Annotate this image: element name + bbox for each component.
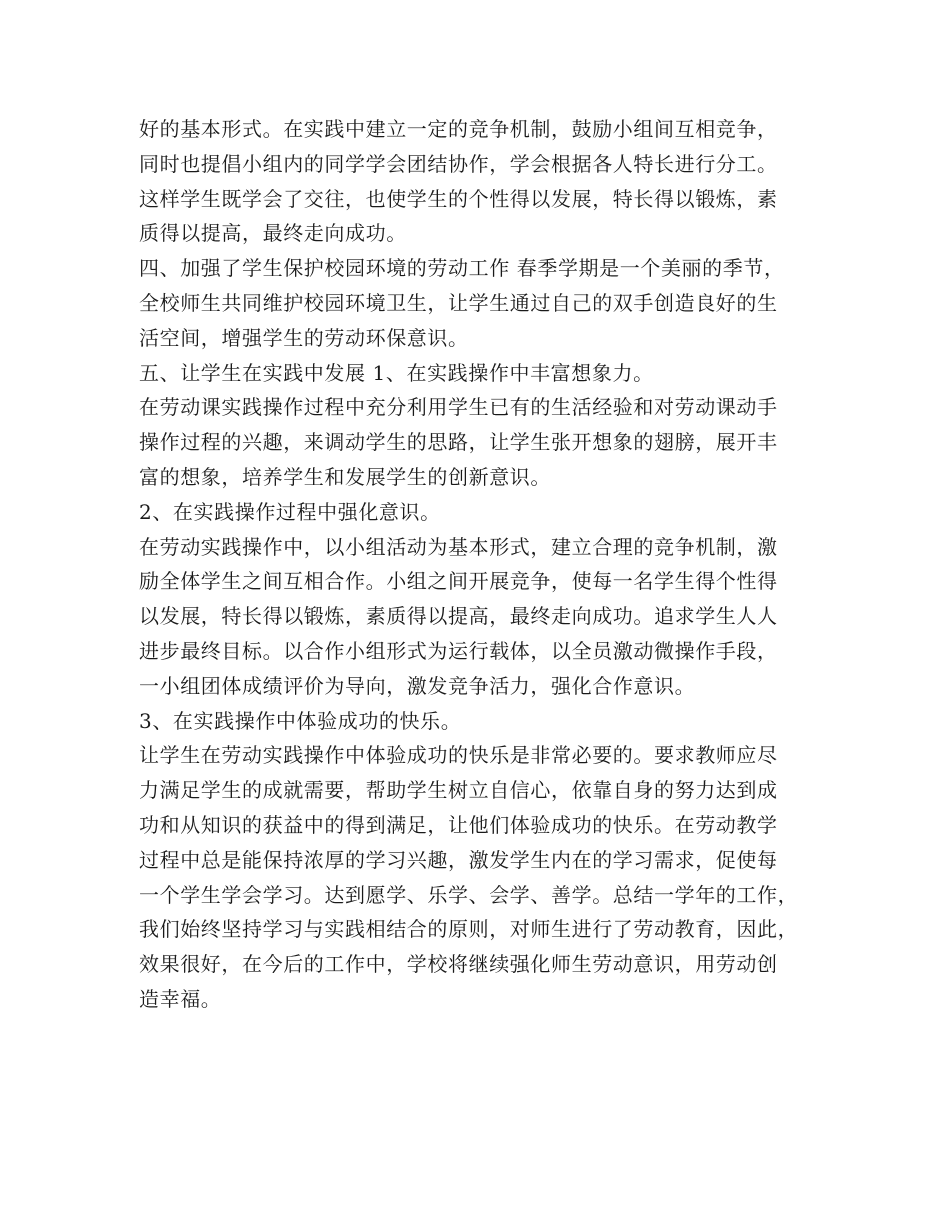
text-line: 这样学生既学会了交往，也使学生的个性得以发展，特长得以锻炼，素	[139, 186, 778, 211]
text-line: 过程中总是能保持浓厚的学习兴趣，激发学生内在的学习需求，促使每	[139, 847, 778, 872]
text-line: 质得以提高，最终走向成功。	[139, 221, 407, 246]
text-line: 进步最终目标。以合作小组形式为运行载体，以全员激动微操作手段，	[139, 638, 778, 663]
text-line: 效果很好，在今后的工作中，学校将继续强化师生劳动意识，用劳动创	[139, 952, 778, 977]
subheading-3: 3、在实践操作中体验成功的快乐。	[139, 708, 462, 733]
text-line: 一小组团体成绩评价为导向，激发竞争活力，强化合作意识。	[139, 673, 696, 698]
text-line: 让学生在劳动实践操作中体验成功的快乐是非常必要的。要求教师应尽	[139, 743, 778, 768]
subheading-2: 2、在实践操作过程中强化意识。	[139, 499, 441, 524]
text-line: 操作过程的兴趣，来调动学生的思路，让学生张开想象的翅膀，展开丰	[139, 430, 778, 455]
text-line: 富的想象，培养学生和发展学生的创新意识。	[139, 464, 551, 489]
text-line: 我们始终坚持学习与实践相结合的原则，对师生进行了劳动教育，因此，	[139, 917, 799, 942]
text-line: 励全体学生之间互相合作。小组之间开展竞争，使每一名学生得个性得	[139, 569, 778, 594]
text-line: 同时也提倡小组内的同学学会团结协作，学会根据各人特长进行分工。	[139, 151, 778, 176]
text-line: 造幸福。	[139, 986, 222, 1011]
body-text	[139, 112, 839, 1017]
text-line: 全校师生共同维护校园环境卫生，让学生通过自己的双手创造良好的生	[139, 290, 778, 315]
text-line: 功和从知识的获益中的得到满足，让他们体验成功的快乐。在劳动教学	[139, 812, 778, 837]
section-heading-4: 四、加强了学生保护校园环境的劳动工作 春季学期是一个美丽的季节，	[139, 256, 785, 281]
text-line: 活空间，增强学生的劳动环保意识。	[139, 325, 469, 350]
section-heading-5: 五、让学生在实践中发展 1、在实践操作中丰富想象力。	[139, 360, 654, 385]
text-line: 以发展，特长得以锻炼，素质得以提高，最终走向成功。追求学生人人	[139, 604, 778, 629]
text-line: 在劳动实践操作中，以小组活动为基本形式，建立合理的竞争机制，激	[139, 534, 778, 559]
text-line: 力满足学生的成就需要，帮助学生树立自信心，依靠自身的努力达到成	[139, 778, 778, 803]
text-line: 好的基本形式。在实践中建立一定的竞争机制，鼓励小组间互相竞争，	[139, 117, 778, 141]
text-line: 在劳动课实践操作过程中充分利用学生已有的生活经验和对劳动课动手	[139, 395, 778, 420]
text-line: 一个学生学会学习。达到愿学、乐学、会学、善学。总结一学年的工作，	[139, 882, 799, 907]
